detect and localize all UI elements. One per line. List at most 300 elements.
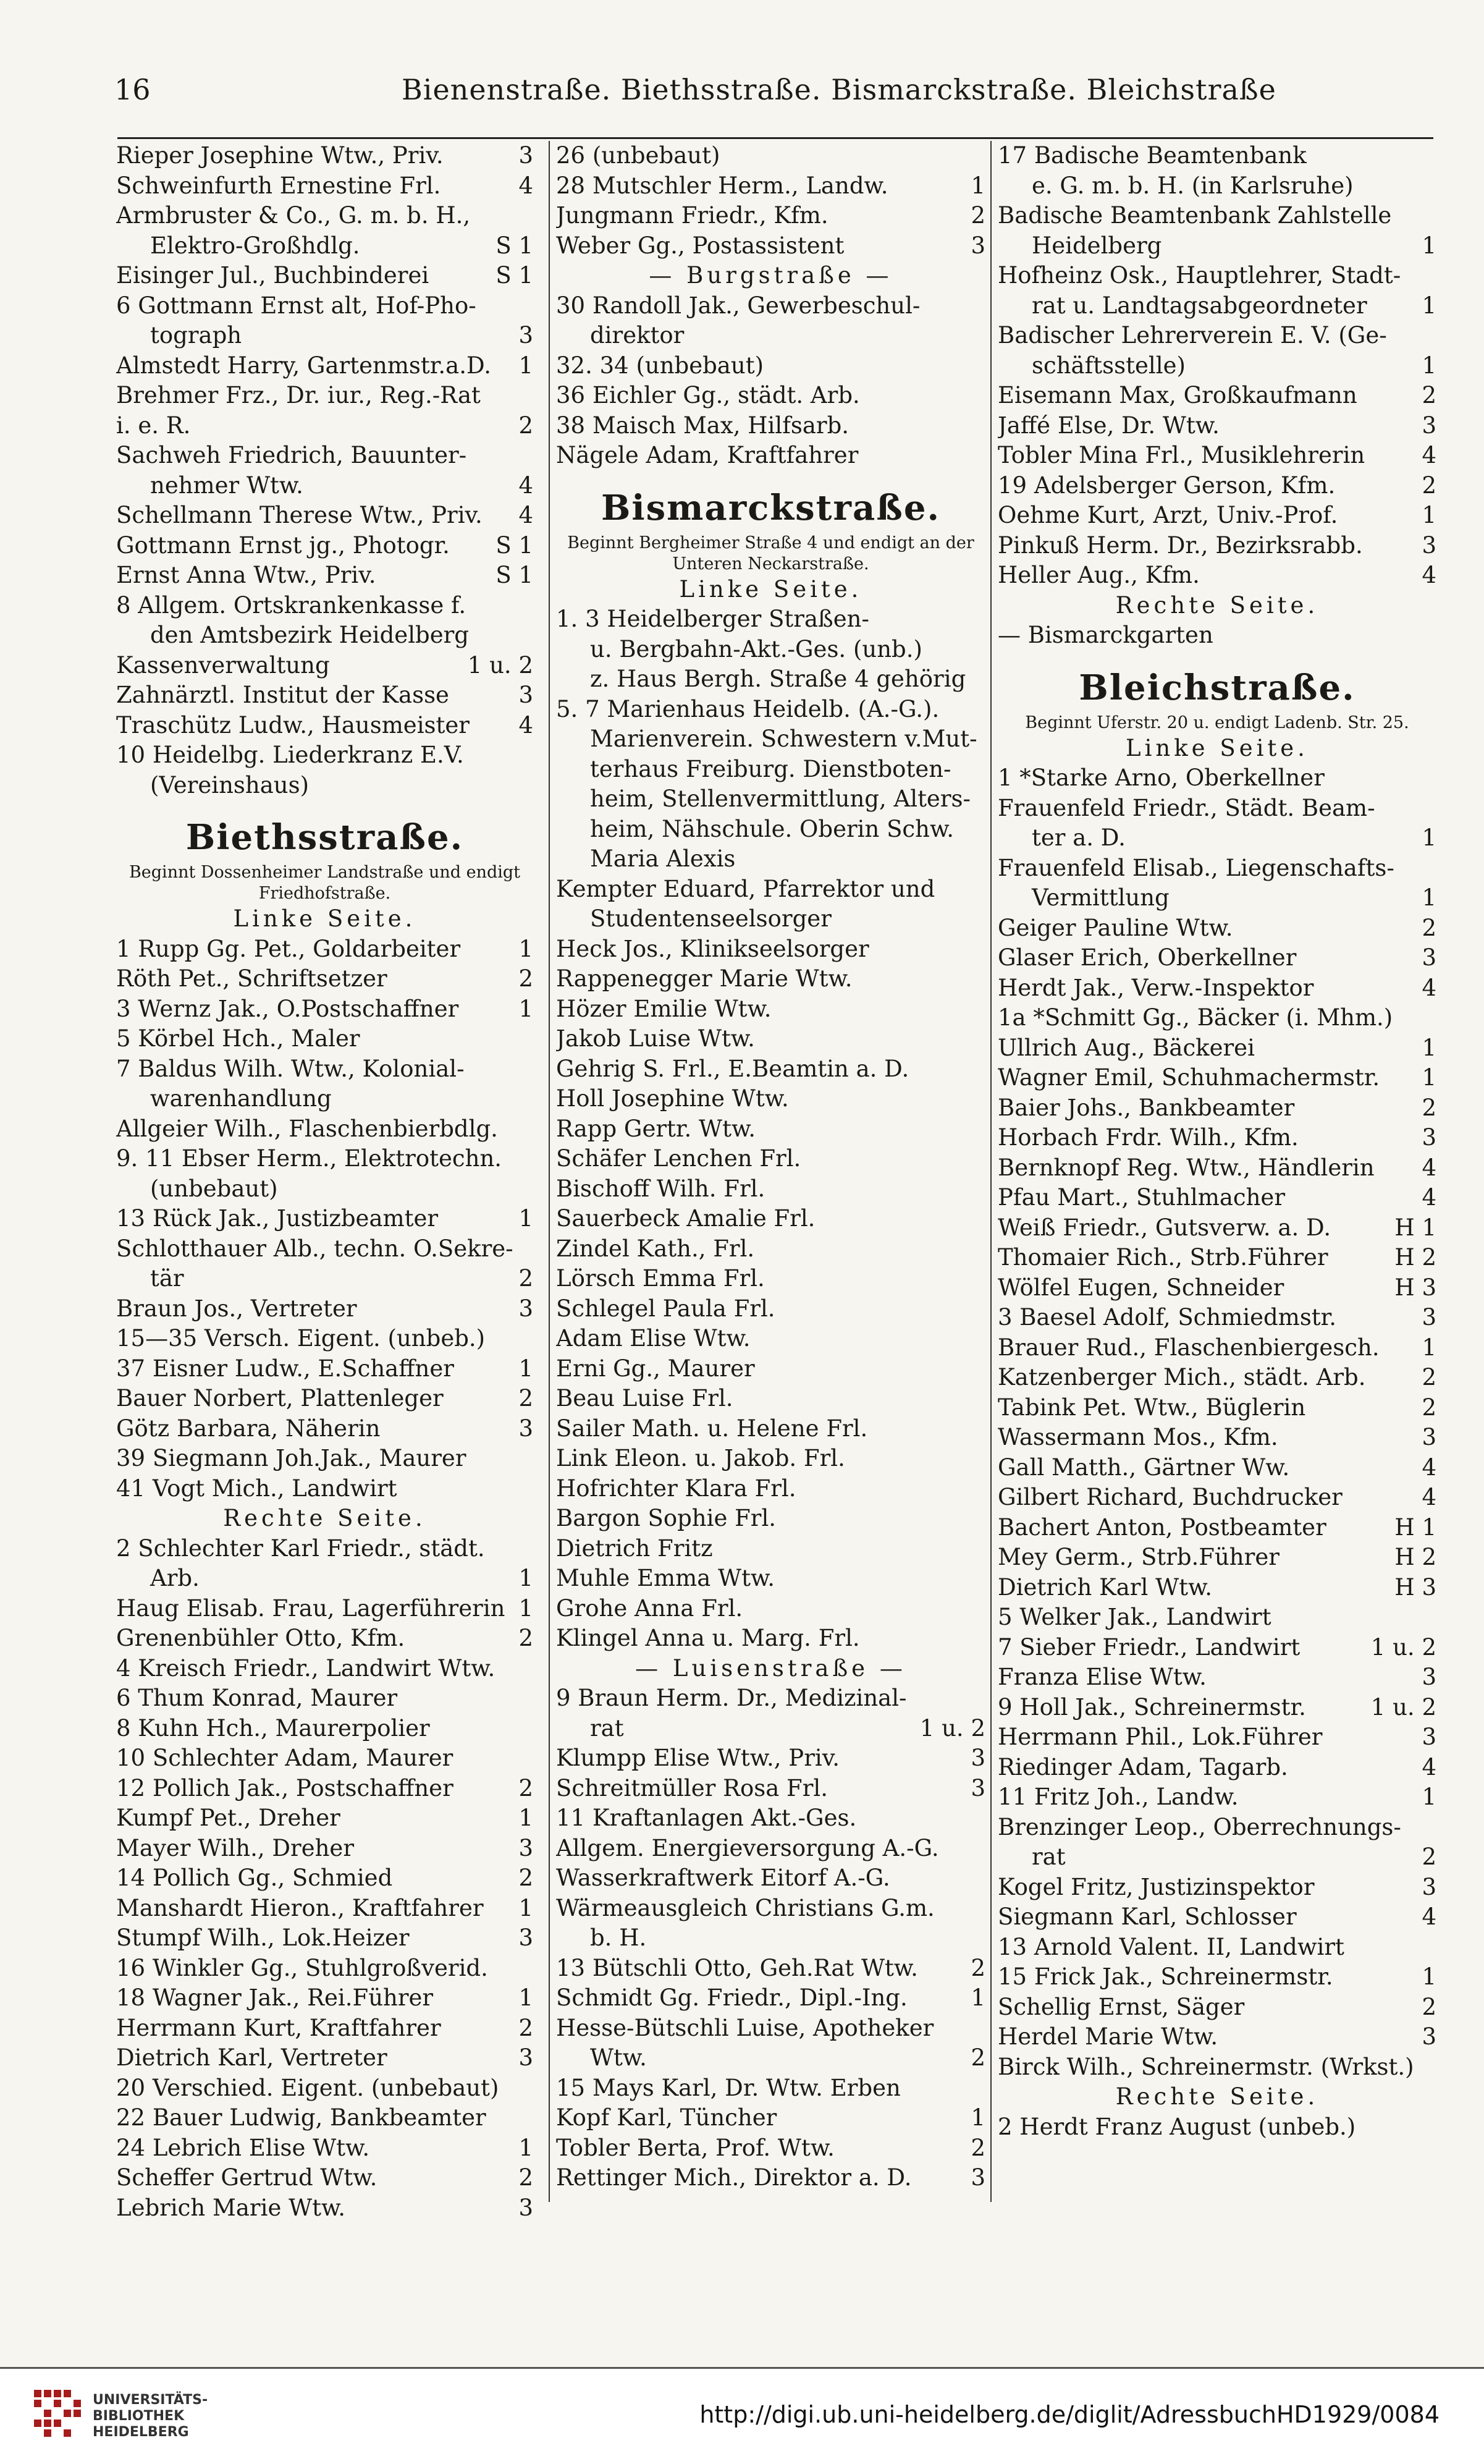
directory-entry (998, 1873, 1436, 1903)
directory-entry (998, 1003, 1436, 1033)
floor-number: 1 u. 2 (919, 1714, 985, 1742)
floor-number: 1 (1422, 232, 1436, 259)
directory-entry (556, 2073, 985, 2104)
directory-entry (116, 1174, 533, 1204)
floor-number: 2 (518, 965, 533, 992)
floor-number: 3 (518, 1295, 533, 1322)
street-heading: Bismarckstraße. (601, 487, 940, 528)
entry-text: Beau Luise Frl. (556, 1385, 733, 1412)
entry-text: Bargon Sophie Frl. (556, 1505, 777, 1531)
entry-text: 10 Schlechter Adam, Maurer (116, 1745, 453, 1771)
entry-text: Jakob Luise Wtw. (556, 1025, 755, 1052)
floor-number: 1 (518, 1594, 533, 1622)
entry-text: 2 Herdt Franz August (unbeb.) (998, 2113, 1356, 2140)
entry-text: Rappenegger Marie Wtw. (556, 965, 853, 992)
directory-entry (116, 2193, 533, 2224)
floor-number: 1 (518, 1894, 533, 1921)
floor-number: 1 (518, 1805, 533, 1831)
entry-text: Marienverein. Schwestern v.Mut- (590, 726, 977, 752)
entry-text: ter a. D. (1032, 824, 1126, 851)
floor-number: 4 (1422, 1454, 1436, 1481)
directory-entry (998, 1933, 1436, 1963)
floor-number: 2 (1422, 914, 1436, 941)
entry-text: 38 Maisch Max, Hilfsarb. (556, 412, 850, 439)
directory-entry (556, 1084, 985, 1114)
floor-number: 1 (1422, 1963, 1436, 1990)
floor-number: 1 (971, 2104, 985, 2131)
entry-text: 41 Vogt Mich., Landwirt (116, 1475, 397, 1502)
directory-entry (116, 771, 533, 801)
floor-number: 4 (1422, 1753, 1436, 1780)
directory-entry (998, 231, 1436, 261)
entry-text: 6 Thum Konrad, Maurer (116, 1685, 398, 1711)
directory-entry (556, 2013, 985, 2044)
directory-entry (556, 1054, 985, 1085)
entry-text: Brenzinger Leop., Oberrechnungs- (998, 1813, 1401, 1840)
entry-text: 9 Braun Herm. Dr., Medizinal- (556, 1685, 907, 1711)
entry-text: Link Eleon. u. Jakob. Frl. (556, 1445, 845, 1471)
directory-entry (116, 1534, 533, 1564)
directory-entry (998, 1243, 1436, 1273)
entry-text: Baier Johs., Bankbeamter (998, 1094, 1295, 1121)
directory-entry (998, 2052, 1436, 2083)
entry-text: Hofrichter Klara Frl. (556, 1475, 796, 1502)
floor-number: 3 (971, 1745, 985, 1771)
directory-entry (116, 2073, 533, 2104)
floor-number: 1 (518, 1984, 533, 2011)
entry-text: Schlotthauer Alb., techn. O.Sekre- (116, 1235, 513, 1262)
floor-number: 3 (518, 1834, 533, 1861)
entry-text: 13 Bütschli Otto, Geh.Rat Wtw. (556, 1954, 918, 1981)
directory-entry (998, 2022, 1436, 2052)
floor-number: 2 (1422, 1993, 1436, 2020)
directory-entry (998, 141, 1436, 171)
street-heading: Biethsstraße. (185, 817, 464, 858)
entry-text: Muhle Emma Wtw. (556, 1565, 775, 1591)
floor-number: 2 (518, 2014, 533, 2041)
floor-number: 3 (518, 682, 533, 708)
entry-text: Grenenbühler Otto, Kfm. (116, 1625, 405, 1651)
entry-text: Braun Jos., Vertreter (116, 1295, 357, 1322)
directory-entry (998, 531, 1436, 561)
directory-entry (116, 1414, 533, 1444)
directory-entry (116, 620, 533, 651)
directory-entry (556, 321, 985, 351)
floor-number: H 3 (1394, 1274, 1436, 1301)
column-divider (549, 141, 550, 2202)
page-number: 16 (114, 73, 151, 106)
floor-number: 2 (1422, 382, 1436, 409)
directory-entry (556, 1714, 985, 1744)
floor-number: H 1 (1394, 1514, 1436, 1541)
floor-number: 1 u. 2 (1370, 1633, 1436, 1661)
entry-text: tograph (150, 322, 242, 349)
entry-text: heim, Stellenvermittlung, Alters- (590, 785, 971, 812)
directory-entry (116, 2043, 533, 2073)
directory-entry (556, 1024, 985, 1054)
directory-entry (116, 680, 533, 711)
side-label: Linke Seite. (679, 575, 862, 603)
entry-text: rat (1032, 1844, 1066, 1870)
directory-entry (116, 1743, 533, 1774)
directory-entry (556, 934, 985, 965)
directory-entry (998, 561, 1436, 591)
directory-entry (116, 2133, 533, 2164)
directory-entry (556, 441, 985, 471)
entry-text: 4 Kreisch Friedr., Landwirt Wtw. (116, 1654, 495, 1682)
entry-text: 13 Arnold Valent. II, Landwirt (998, 1933, 1344, 1960)
entry-text: Herrmann Phil., Lok.Führer (998, 1724, 1323, 1750)
entry-text: 15—35 Versch. Eigent. (unbeb.) (116, 1325, 486, 1352)
side-label: Rechte Seite. (1115, 2083, 1319, 2110)
floor-number: 1 (971, 172, 985, 199)
entry-text: Bernknopf Reg. Wtw., Händlerin (998, 1154, 1375, 1181)
directory-entry (998, 943, 1436, 973)
directory-entry (556, 1594, 985, 1624)
floor-number: 2 (518, 1385, 533, 1412)
entry-text: 11 Fritz Joh., Landw. (998, 1784, 1239, 1810)
directory-entry (116, 1594, 533, 1624)
floor-number: 3 (971, 2164, 985, 2191)
side-label: — Luisenstraße — (635, 1654, 906, 1682)
side-label: — Burgstraße — (649, 262, 893, 289)
entry-text: Badische Beamtenbank Zahlstelle (998, 202, 1392, 229)
source-url[interactable]: http://digi.ub.uni-heidelberg.de/diglit/AdressbuchHD1929/0084 (699, 2401, 1440, 2428)
directory-entry (116, 1234, 533, 1264)
directory-entry (998, 1183, 1436, 1213)
library-logo-icon (34, 2390, 83, 2439)
entry-text: Schreitmüller Rosa Frl. (556, 1774, 828, 1801)
entry-text: Rapp Gertr. Wtw. (556, 1115, 756, 1142)
directory-entry (556, 1863, 985, 1894)
directory-entry (998, 1753, 1436, 1783)
directory-entry (556, 2043, 985, 2073)
directory-entry (556, 604, 985, 635)
floor-number: S 1 (495, 232, 533, 259)
entry-text: Bischoff Wilh. Frl. (556, 1175, 765, 1202)
directory-entry (556, 1983, 985, 2013)
directory-entry (556, 201, 985, 231)
entry-text: Wassermann Mos., Kfm. (998, 1424, 1278, 1450)
directory-entry (556, 1414, 985, 1444)
entry-text: Armbruster & Co., G. m. b. H., (116, 202, 471, 229)
floor-number: 1 (1422, 1334, 1436, 1361)
street-description: Beginnt Uferstr. 20 u. endigt Ladenb. Str. 25. (1025, 713, 1409, 732)
entry-text: Wasserkraftwerk Eitorf A.-G. (556, 1865, 890, 1891)
floor-number: 1 (1422, 1784, 1436, 1810)
entry-text: Franza Elise Wtw. (998, 1664, 1207, 1690)
entry-text: Elektro-Großhdlg. (150, 232, 360, 259)
floor-number: H 2 (1394, 1544, 1436, 1570)
floor-number: 2 (518, 1774, 533, 1801)
directory-entry (556, 964, 985, 994)
directory-entry (116, 561, 533, 591)
entry-text: Schweinfurth Ernestine Frl. (116, 172, 441, 199)
floor-number: 1 (518, 1355, 533, 1382)
entry-text: b. H. (590, 1924, 647, 1951)
entry-text: Röth Pet., Schriftsetzer (116, 965, 387, 992)
directory-entry (556, 1803, 985, 1834)
directory-entry (998, 501, 1436, 531)
floor-number: 3 (518, 2044, 533, 2071)
directory-entry (556, 231, 985, 261)
entry-text: Ernst Anna Wtw., Priv. (116, 562, 376, 588)
entry-text: Scheffer Gertrud Wtw. (116, 2164, 377, 2191)
directory-entry (556, 635, 985, 665)
entry-text: schäftsstelle) (1032, 352, 1186, 379)
directory-entry (116, 994, 533, 1025)
directory-entry (556, 1144, 985, 1174)
floor-number: 1 (1422, 824, 1436, 851)
directory-entry (998, 1393, 1436, 1423)
directory-entry (116, 1114, 533, 1145)
entry-text: Gilbert Richard, Buchdrucker (998, 1484, 1343, 1510)
directory-entry (556, 1294, 985, 1324)
entry-text: Almstedt Harry, Gartenmstr.a.D. (116, 352, 492, 379)
directory-entry (998, 1423, 1436, 1453)
floor-number: 4 (1422, 442, 1436, 468)
directory-entry (998, 201, 1436, 231)
directory-entry (116, 441, 533, 471)
page-title: Bienenstraße. Biethsstraße. Bismarckstraße. Bleichstraße (402, 73, 1276, 106)
floor-number: S 1 (495, 562, 533, 588)
directory-entry (556, 1954, 985, 1984)
directory-entry (998, 973, 1436, 1004)
entry-text: 1a *Schmitt Gg., Bäcker (i. Mhm.) (998, 1004, 1393, 1031)
entry-text: Zahnärztl. Institut der Kasse (116, 682, 449, 708)
directory-entry (116, 531, 533, 561)
entry-text: Gall Matth., Gärtner Ww. (998, 1454, 1290, 1481)
floor-number: 1 (1422, 1064, 1436, 1091)
directory-entry (116, 471, 533, 501)
directory-entry (998, 411, 1436, 441)
entry-text: Bachert Anton, Postbeamter (998, 1514, 1326, 1541)
directory-entry (116, 1954, 533, 1984)
directory-entry (116, 1834, 533, 1864)
entry-text: 2 Schlechter Karl Friedr., städt. (116, 1535, 485, 1562)
entry-text: Schellmann Therese Wtw., Priv. (116, 502, 483, 528)
directory-entry (556, 2163, 985, 2193)
directory-entry (998, 381, 1436, 411)
entry-text: Katzenberger Mich., städt. Arb. (998, 1364, 1366, 1391)
floor-number: 3 (518, 322, 533, 349)
floor-number: 3 (1422, 2023, 1436, 2050)
street-heading: Bleichstraße. (1079, 667, 1355, 708)
entry-text: (Vereinshaus) (150, 771, 310, 798)
entry-text: Wtw. (590, 2044, 647, 2071)
entry-text: Jaffé Else, Dr. Wtw. (998, 412, 1220, 439)
entry-text: Mayer Wilh., Dreher (116, 1834, 355, 1861)
entry-text: 7 Baldus Wilh. Wtw., Kolonial- (116, 1055, 465, 1082)
entry-text: Traschütz Ludw., Hausmeister (116, 711, 470, 739)
entry-text: Sauerbeck Amalie Frl. (556, 1205, 816, 1232)
floor-number: 4 (1422, 974, 1436, 1001)
floor-number: 2 (1422, 1394, 1436, 1421)
floor-number: 1 (518, 1205, 533, 1232)
directory-entry (556, 351, 985, 381)
floor-number: 3 (518, 2194, 533, 2221)
directory-entry (556, 874, 985, 905)
directory-entry (556, 1204, 985, 1234)
entry-text: Tabink Pet. Wtw., Büglerin (998, 1394, 1306, 1421)
entry-text: Dietrich Fritz (556, 1535, 713, 1562)
directory-entry (116, 1084, 533, 1114)
directory-entry (556, 695, 985, 725)
directory-entry (998, 261, 1436, 291)
directory-entry (116, 1024, 533, 1054)
entry-text: Brauer Rud., Flaschenbiergesch. (998, 1334, 1380, 1361)
entry-text: Holl Josephine Wtw. (556, 1085, 789, 1112)
floor-number: 1 (518, 2134, 533, 2161)
entry-text: 18 Wagner Jak., Rei.Führer (116, 1984, 434, 2011)
floor-number: 2 (1422, 1364, 1436, 1391)
directory-entry (116, 1774, 533, 1804)
floor-number: 3 (1422, 944, 1436, 971)
entry-text: Studentenseelsorger (590, 905, 832, 932)
floor-number: 4 (518, 472, 533, 499)
floor-number: 1 u. 2 (467, 651, 533, 679)
floor-number: 4 (518, 172, 533, 199)
entry-text: Herdel Marie Wtw. (998, 2023, 1218, 2050)
entry-text: Siegmann Karl, Schlosser (998, 1903, 1297, 1930)
directory-entry (116, 1654, 533, 1684)
directory-entry (998, 171, 1436, 201)
directory-entry (998, 1303, 1436, 1333)
directory-entry (998, 853, 1436, 884)
entry-text: 10 Heidelbg. Liederkranz E.V. (116, 742, 464, 768)
entry-text: Thomaier Rich., Strb.Führer (998, 1244, 1328, 1271)
floor-number: 1 (1422, 1034, 1436, 1061)
entry-text: — Bismarckgarten (998, 622, 1213, 648)
entry-text: Kopf Karl, Tüncher (556, 2104, 777, 2131)
entry-text: 6 Gottmann Ernst alt, Hof-Pho- (116, 292, 476, 319)
entry-text: Grohe Anna Frl. (556, 1594, 743, 1622)
side-label: Linke Seite. (1126, 734, 1309, 761)
entry-text: Sachweh Friedrich, Bauunter- (116, 442, 467, 468)
floor-number: 2 (971, 1954, 985, 1981)
side-label: Rechte Seite. (223, 1505, 426, 1531)
directory-entry (116, 351, 533, 381)
entry-text: Dietrich Karl, Vertreter (116, 2044, 387, 2071)
directory-entry (556, 904, 985, 934)
directory-entry (116, 141, 533, 171)
directory-entry (998, 1693, 1436, 1723)
floor-number: 1 (518, 995, 533, 1022)
entry-text: Geiger Pauline Wtw. (998, 914, 1233, 941)
directory-entry (556, 141, 985, 171)
floor-number: 4 (518, 711, 533, 739)
directory-entry (998, 883, 1436, 913)
directory-entry (998, 441, 1436, 471)
directory-entry (998, 1513, 1436, 1543)
directory-entry (556, 1114, 985, 1145)
directory-entry (998, 1962, 1436, 1992)
directory-entry (116, 1894, 533, 1924)
entry-text: Mey Germ., Strb.Führer (998, 1544, 1280, 1570)
directory-entry (116, 651, 533, 681)
directory-entry (556, 171, 985, 201)
entry-text: 12 Pollich Jak., Postschaffner (116, 1774, 453, 1801)
entry-text: rat u. Landtagsabgeordneter (1032, 292, 1367, 319)
entry-text: 19 Adelsberger Gerson, Kfm. (998, 472, 1336, 499)
directory-entry (116, 201, 533, 231)
floor-number: 4 (1422, 1484, 1436, 1510)
directory-entry (998, 1273, 1436, 1303)
entry-text: Heller Aug., Kfm. (998, 562, 1200, 588)
entry-text: Klumpp Elise Wtw., Priv. (556, 1745, 840, 1771)
directory-entry (998, 1543, 1436, 1573)
entry-text: 32. 34 (unbebaut) (556, 352, 764, 379)
directory-entry (998, 1153, 1436, 1183)
directory-entry (116, 2103, 533, 2133)
entry-text: Riedinger Adam, Tagarb. (998, 1753, 1288, 1780)
directory-entry (998, 913, 1436, 944)
directory-entry (556, 1234, 985, 1264)
floor-number: H 2 (1394, 1244, 1436, 1271)
directory-entry (556, 844, 985, 874)
floor-number: 1 (518, 1565, 533, 1591)
entry-text: Gehrig S. Frl., E.Beamtin a. D. (556, 1055, 909, 1082)
entry-text: 7 Sieber Friedr., Landwirt (998, 1633, 1301, 1661)
entry-text: Hesse-Bütschli Luise, Apotheker (556, 2014, 934, 2041)
directory-entry (998, 1662, 1436, 1693)
directory-entry (556, 1683, 985, 1714)
floor-number: 1 (518, 935, 533, 962)
floor-number: 4 (518, 502, 533, 528)
street-description: Beginnt Dossenheimer Landstraße und endigt Friedhofstraße. (129, 863, 521, 903)
entry-text: e. G. m. b. H. (in Karlsruhe) (1032, 172, 1354, 199)
floor-number: 1 (1422, 502, 1436, 528)
directory-entry (556, 1444, 985, 1474)
directory-entry (116, 1054, 533, 1085)
directory-entry (556, 1384, 985, 1414)
entry-text: 14 Pollich Gg., Schmied (116, 1865, 393, 1891)
directory-entry (998, 291, 1436, 321)
directory-entry (116, 964, 533, 994)
floor-number: 2 (971, 2044, 985, 2071)
entry-text: 37 Eisner Ludw., E.Schaffner (116, 1355, 454, 1382)
entry-text: Birck Wilh., Schreinermstr. (Wrkst.) (998, 2053, 1414, 2080)
directory-entry (998, 1722, 1436, 1753)
directory-entry (116, 321, 533, 351)
entry-text: 24 Lebrich Elise Wtw. (116, 2134, 370, 2161)
entry-text: Manshardt Hieron., Kraftfahrer (116, 1894, 484, 1921)
entry-text: i. e. R. (116, 412, 191, 439)
entry-text: Hofheinz Osk., Hauptlehrer, Stadt- (998, 262, 1401, 289)
directory-entry (998, 1123, 1436, 1153)
directory-entry (116, 1683, 533, 1714)
directory-entry (998, 351, 1436, 381)
directory-entry (116, 261, 533, 291)
directory-entry (556, 1774, 985, 1804)
directory-entry (116, 1294, 533, 1324)
entry-text: Arb. (150, 1565, 200, 1591)
entry-text: 8 Kuhn Hch., Maurerpolier (116, 1714, 430, 1742)
directory-entry (998, 620, 1436, 651)
directory-entry (556, 1264, 985, 1294)
directory-entry (116, 411, 533, 441)
directory-entry (556, 1534, 985, 1564)
column-2 (556, 141, 985, 2193)
entry-text: Tobler Mina Frl., Musiklehrerin (998, 442, 1365, 468)
floor-number: 2 (518, 1625, 533, 1651)
entry-text: Maria Alexis (590, 845, 736, 872)
side-label: Linke Seite. (233, 905, 416, 932)
entry-text: Adam Elise Wtw. (556, 1325, 751, 1352)
entry-text: Jungmann Friedr., Kfm. (556, 202, 828, 229)
directory-entry (556, 1354, 985, 1384)
directory-entry (556, 291, 985, 321)
